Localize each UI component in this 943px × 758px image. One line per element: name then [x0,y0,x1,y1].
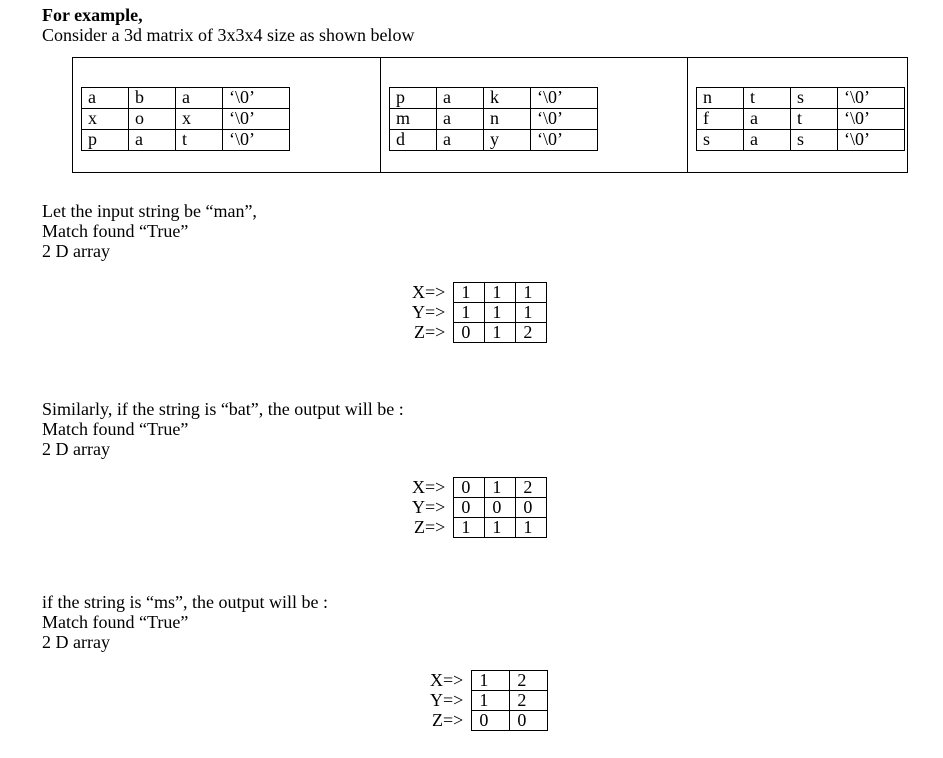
matrix-block-table [389,87,598,151]
matrix-cell: f [697,109,744,130]
example-2-match: Match found “True” [42,419,189,439]
matrix-row [697,109,905,130]
matrix-cell: t [744,88,791,109]
result-cell: 1 [485,323,516,343]
result-row-z [412,323,547,343]
result-cell: 1 [454,518,485,538]
matrix-description: Consider a 3d matrix of 3x3x4 size as shown below [42,25,415,45]
result-cell: 2 [510,691,548,711]
matrix-cell: ‘\0’ [223,109,290,130]
matrix-row [697,130,905,151]
result-array-bat [412,477,547,538]
matrix-cell: t [176,130,223,151]
result-row-z [430,711,548,731]
example-1-array-label: 2 D array [42,241,110,261]
matrix-cell: ‘\0’ [838,88,905,109]
matrix-cell: a [82,88,129,109]
result-cell: 0 [454,478,485,498]
matrix-block-table [696,87,905,151]
matrix-cell: o [129,109,176,130]
matrix-3d [72,57,908,173]
example-3-intro: if the string is “ms”, the output will be : [42,592,328,612]
matrix-cell: x [82,109,129,130]
result-cell: 1 [472,691,510,711]
matrix-cell: a [437,109,484,130]
result-cell: 1 [472,671,510,691]
matrix-cell: ‘\0’ [531,88,598,109]
result-row-z [412,518,547,538]
matrix-cell: ‘\0’ [223,130,290,151]
matrix-row [82,130,290,151]
row-label: Z=> [432,709,464,730]
result-cell: 1 [485,518,516,538]
result-cell: 0 [472,711,510,731]
result-cell: 0 [516,498,547,518]
matrix-cell: t [791,109,838,130]
matrix-row [390,88,598,109]
matrix-cell: d [390,130,437,151]
matrix-cell: a [744,130,791,151]
matrix-cell: p [390,88,437,109]
result-cell: 1 [485,478,516,498]
matrix-cell: s [791,88,838,109]
section-heading: For example, [42,5,143,25]
matrix-cell: a [437,130,484,151]
row-label: X=> [412,281,446,302]
example-2-intro: Similarly, if the string is “bat”, the output will be : [42,399,404,419]
matrix-cell: ‘\0’ [223,88,290,109]
matrix-cell: a [129,130,176,151]
matrix-cell: k [484,88,531,109]
result-cell: 0 [485,498,516,518]
result-cell: 1 [516,283,547,303]
result-row-y [430,691,548,711]
result-cell: 1 [516,518,547,538]
matrix-block-3 [688,58,908,173]
row-label: X=> [430,669,464,690]
example-2-array-label: 2 D array [42,439,110,459]
matrix-cell: ‘\0’ [531,109,598,130]
matrix-block-1 [73,58,381,173]
result-cell: 1 [485,303,516,323]
result-cell: 1 [516,303,547,323]
result-row-y [412,303,547,323]
row-label: Z=> [414,516,446,537]
row-label: Z=> [414,321,446,342]
result-array-man [412,282,547,343]
matrix-cell: a [744,109,791,130]
matrix-cell: x [176,109,223,130]
matrix-cell: s [791,130,838,151]
row-label: Y=> [412,496,446,517]
result-cell: 0 [454,498,485,518]
matrix-cell: a [176,88,223,109]
example-3-match: Match found “True” [42,612,189,632]
matrix-cell: ‘\0’ [838,109,905,130]
example-1-match: Match found “True” [42,221,189,241]
matrix-cell: m [390,109,437,130]
example-3-array-label: 2 D array [42,632,110,652]
result-cell: 1 [485,283,516,303]
result-cell: 0 [454,323,485,343]
matrix-cell: n [697,88,744,109]
row-label: X=> [412,476,446,497]
matrix-block-table [81,87,290,151]
matrix-cell: n [484,109,531,130]
result-row-x [430,671,548,691]
result-cell: 1 [454,303,485,323]
result-cell: 1 [454,283,485,303]
result-cell: 2 [510,671,548,691]
matrix-cell: ‘\0’ [531,130,598,151]
matrix-row [390,109,598,130]
result-array-ms [430,670,548,731]
matrix-row [390,130,598,151]
result-cell: 0 [510,711,548,731]
matrix-row [697,88,905,109]
matrix-cell: b [129,88,176,109]
matrix-cell: ‘\0’ [838,130,905,151]
result-row-x [412,283,547,303]
matrix-block-2 [381,58,688,173]
matrix-cell: s [697,130,744,151]
result-row-x [412,478,547,498]
matrix-cell: y [484,130,531,151]
result-cell: 2 [516,323,547,343]
result-row-y [412,498,547,518]
matrix-cell: p [82,130,129,151]
matrix-row [82,109,290,130]
matrix-row [82,88,290,109]
row-label: Y=> [412,301,446,322]
row-label: Y=> [430,689,464,710]
result-cell: 2 [516,478,547,498]
example-1-intro: Let the input string be “man”, [42,201,257,221]
matrix-cell: a [437,88,484,109]
